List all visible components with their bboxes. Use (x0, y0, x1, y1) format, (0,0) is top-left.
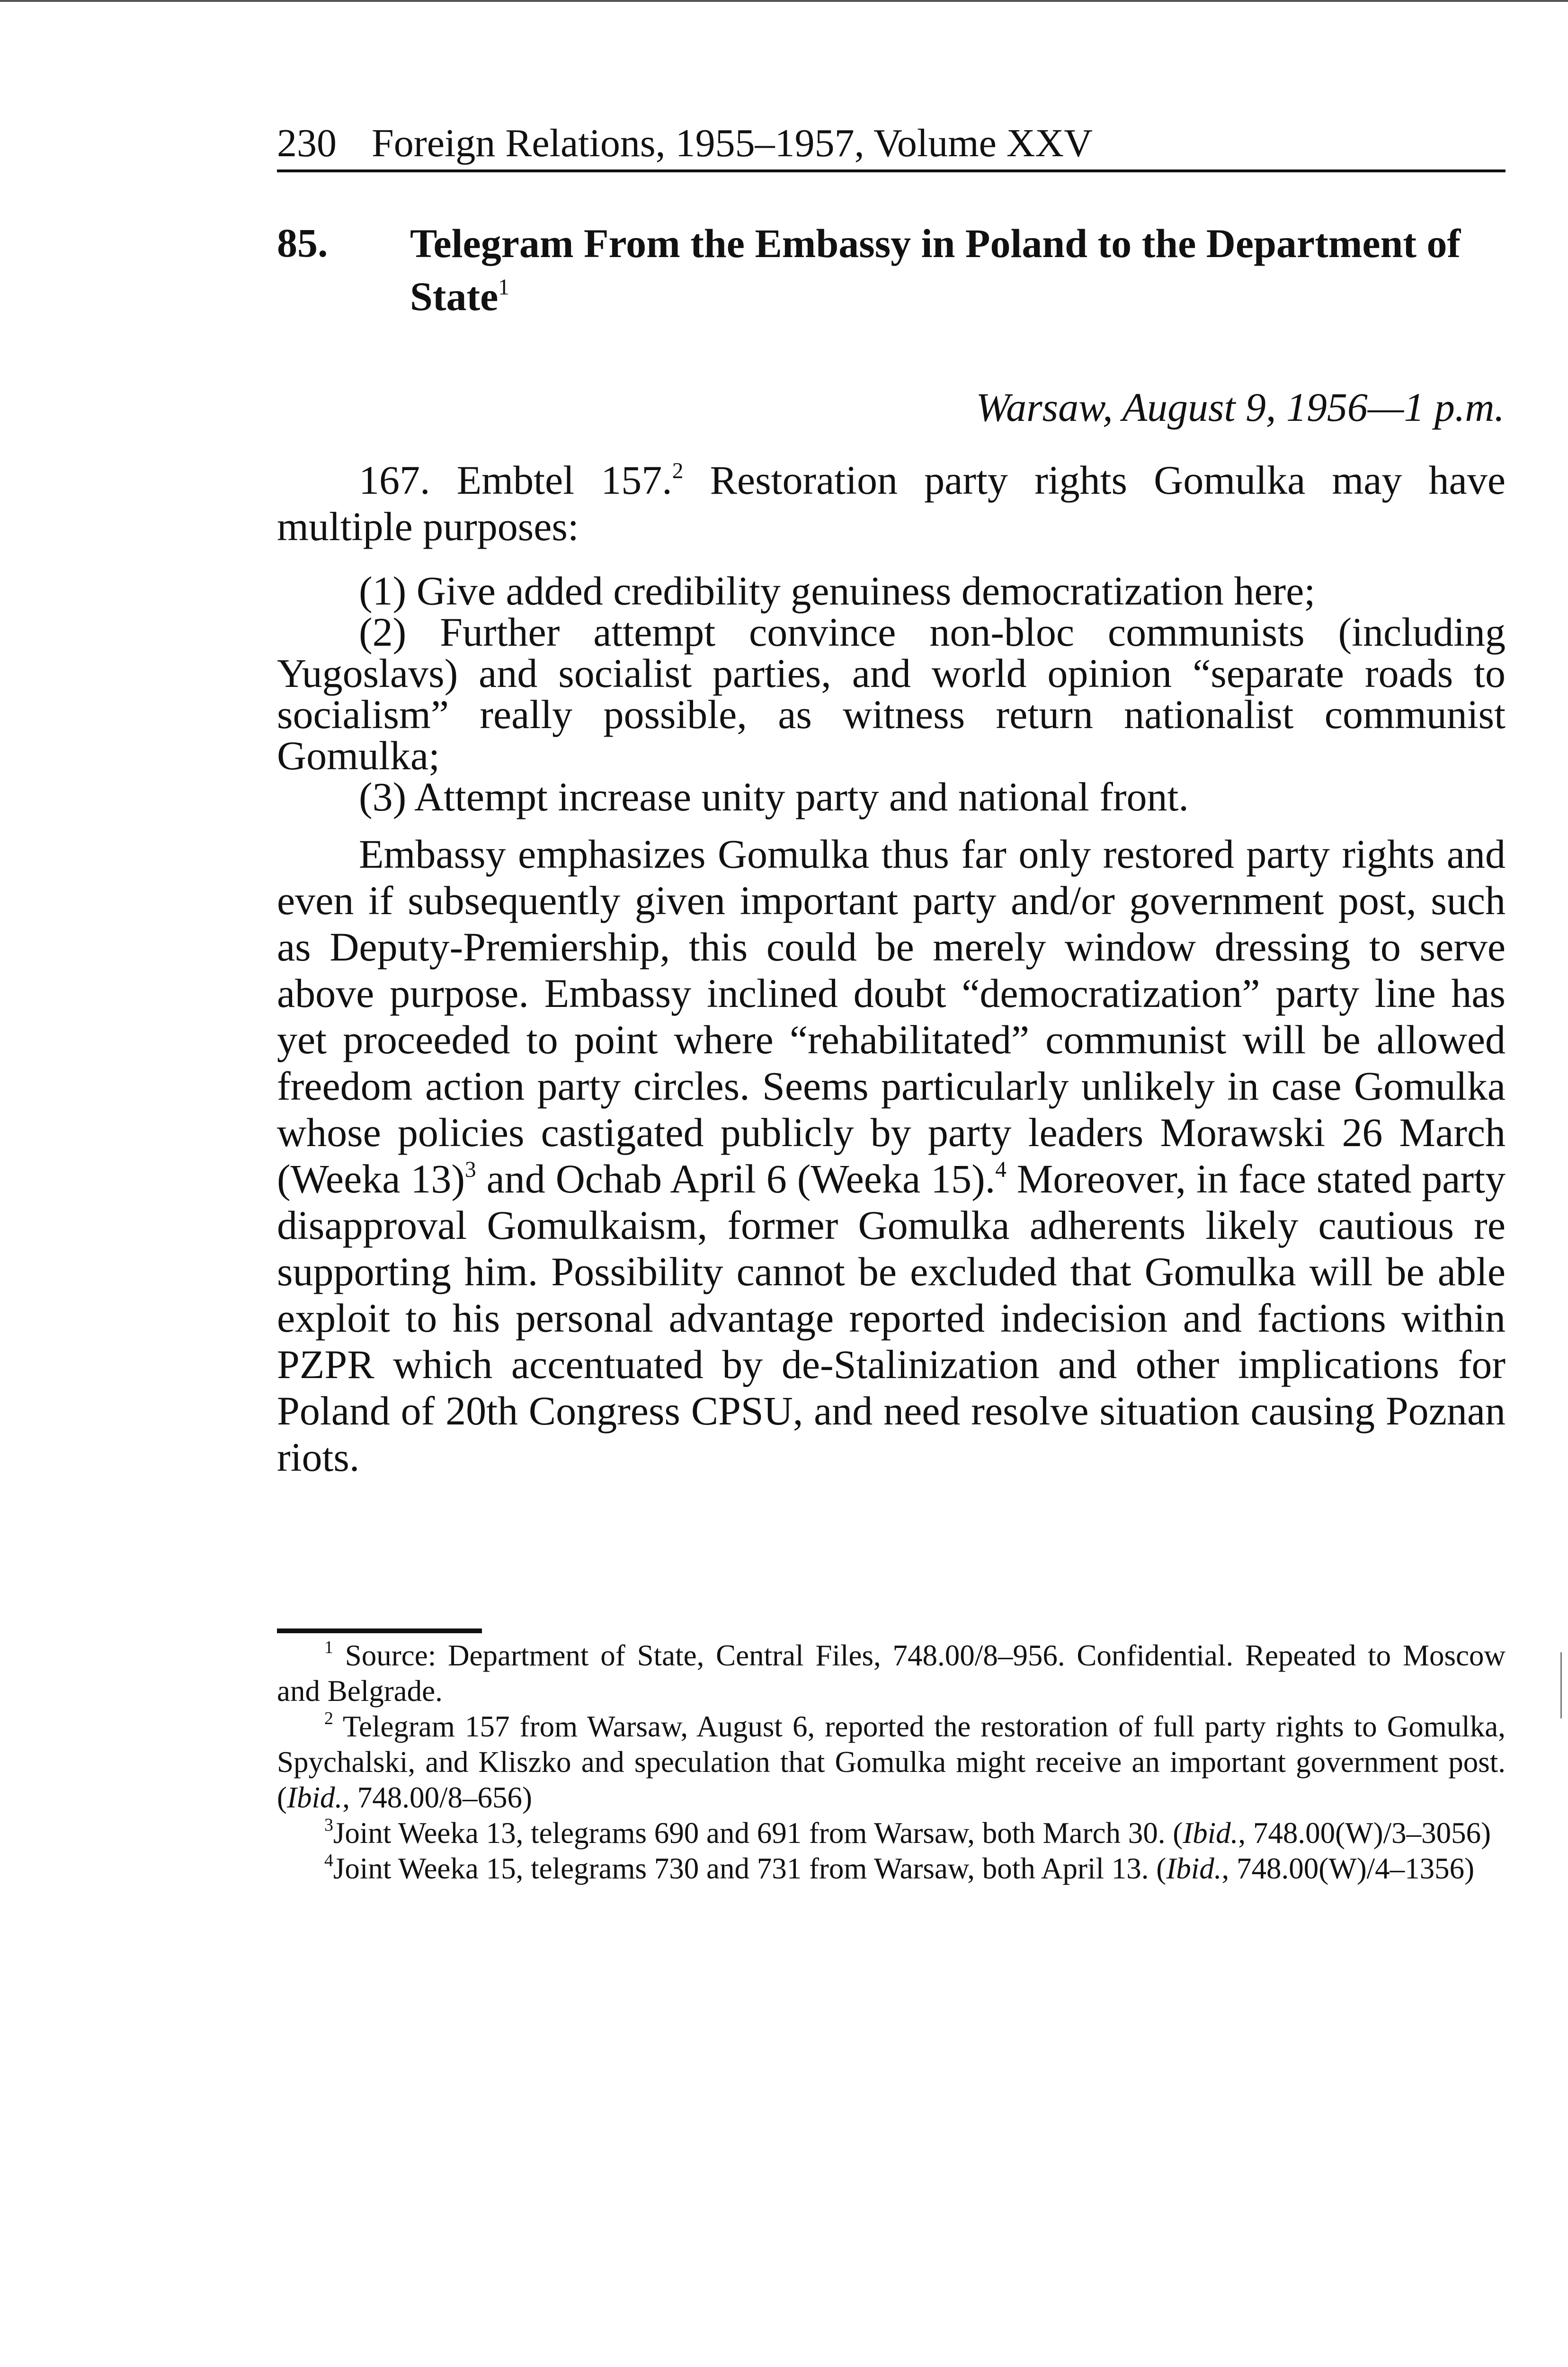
footnote-mark: 3 (324, 1815, 333, 1835)
list-item: (1) Give added credibility genuiness democratization here; (359, 568, 1316, 614)
paragraph-2 (277, 831, 1506, 1480)
dateline: Warsaw, August 9, 1956—1 p.m. (976, 384, 1505, 430)
footnote-2 (277, 1709, 1506, 1815)
paragraph-2-part-2: and Ochab April 6 (Weeka 15). (476, 1156, 996, 1201)
footnote-3 (277, 1815, 1506, 1851)
footnote-mark: 2 (324, 1708, 333, 1728)
document-number: 85. (277, 220, 328, 266)
footnote-ref-3: 3 (465, 1157, 476, 1182)
list-item: (2) Further attempt convince non-bloc communists (including Yugoslavs) and socialist parties, and world opinion “separate roads to socialism” really possible, as witness return nationalist communist Gomulka; (277, 609, 1506, 778)
footnote-text: Source: Department of State, Central Files, 748.00/8–956. Confidential. Repeated to Moscow and Belgrade. (277, 1639, 1506, 1708)
running-head-title: Foreign Relations, 1955–1957, Volume XXV (372, 121, 1093, 165)
paragraph-2-part-3: Moreover, in face stated party disapproval Gomulkaism, former Gomulka adherents likely cautious re supporting him. Possibility cannot be excluded that Gomulka will be able exploit to his personal advantage reported indecision and factions within PZPR which accentuated by de-Stalinization and other implications for Poland of 20th Congress CPSU, and need resolve situation causing Poznan riots. (277, 1156, 1506, 1480)
running-head (277, 117, 1506, 172)
paragraph-2-part-1: Embassy emphasizes Gomulka thus far only restored party rights and even if subsequently given important party and/or government post, such as Deputy-Premiership, this could be merely window dressing to serve above purpose. Embassy inclined doubt “democratization” party line has yet proceeded to point where “rehabilitated” communist will be allowed freedom action party circles. Seems particularly unlikely in case Gomulka whose policies castigated publicly by party leaders Morawski 26 March (Weeka 13) (277, 831, 1506, 1201)
footnote-mark: 4 (324, 1850, 333, 1870)
footnotes (277, 1638, 1506, 1886)
footnote-mark: 1 (324, 1637, 333, 1657)
footnote-divider (277, 1628, 482, 1633)
document-title (410, 217, 1504, 323)
footnote-citation: , 748.00/8–656) (342, 1781, 532, 1814)
scan-top-edge (0, 0, 1568, 2)
document-title-text: Telegram From the Embassy in Poland to the Department of State (410, 221, 1461, 319)
footnote-citation: , 748.00(W)/4–1356) (1221, 1852, 1475, 1885)
footnote-text: Joint Weeka 13, telegrams 690 and 691 from Warsaw, both March 30. ( (333, 1816, 1183, 1850)
footnote-1 (277, 1638, 1506, 1709)
scan-margin-mark (1560, 1652, 1562, 1718)
footnote-text: Telegram 157 from Warsaw, August 6, reported the restoration of full party rights to Gomulka, Spychalski, and Kliszko and speculation that Gomulka might receive an important government post. ( (277, 1710, 1506, 1814)
footnote-citation: , 748.00(W)/3–3056) (1238, 1816, 1491, 1850)
paragraph-1-text: Restoration party rights Gomulka may have multiple purposes: (277, 457, 1506, 549)
footnote-ref-1: 1 (498, 275, 509, 300)
list-item: (3) Attempt increase unity party and national front. (359, 774, 1189, 819)
footnote-ibid: Ibid. (286, 1781, 343, 1814)
purpose-list (277, 570, 1506, 818)
footnote-ref-4: 4 (995, 1157, 1007, 1182)
footnote-ref-2: 2 (672, 458, 684, 483)
footnote-4 (277, 1851, 1506, 1886)
paragraph-1 (277, 457, 1506, 550)
footnote-ibid: Ibid. (1183, 1816, 1238, 1850)
footnote-text: Joint Weeka 15, telegrams 730 and 731 from Warsaw, both April 13. ( (333, 1852, 1167, 1885)
paragraph-1-lead: 167. Embtel 157. (359, 457, 672, 503)
page-number: 230 (277, 121, 337, 165)
footnote-ibid: Ibid. (1166, 1852, 1222, 1885)
